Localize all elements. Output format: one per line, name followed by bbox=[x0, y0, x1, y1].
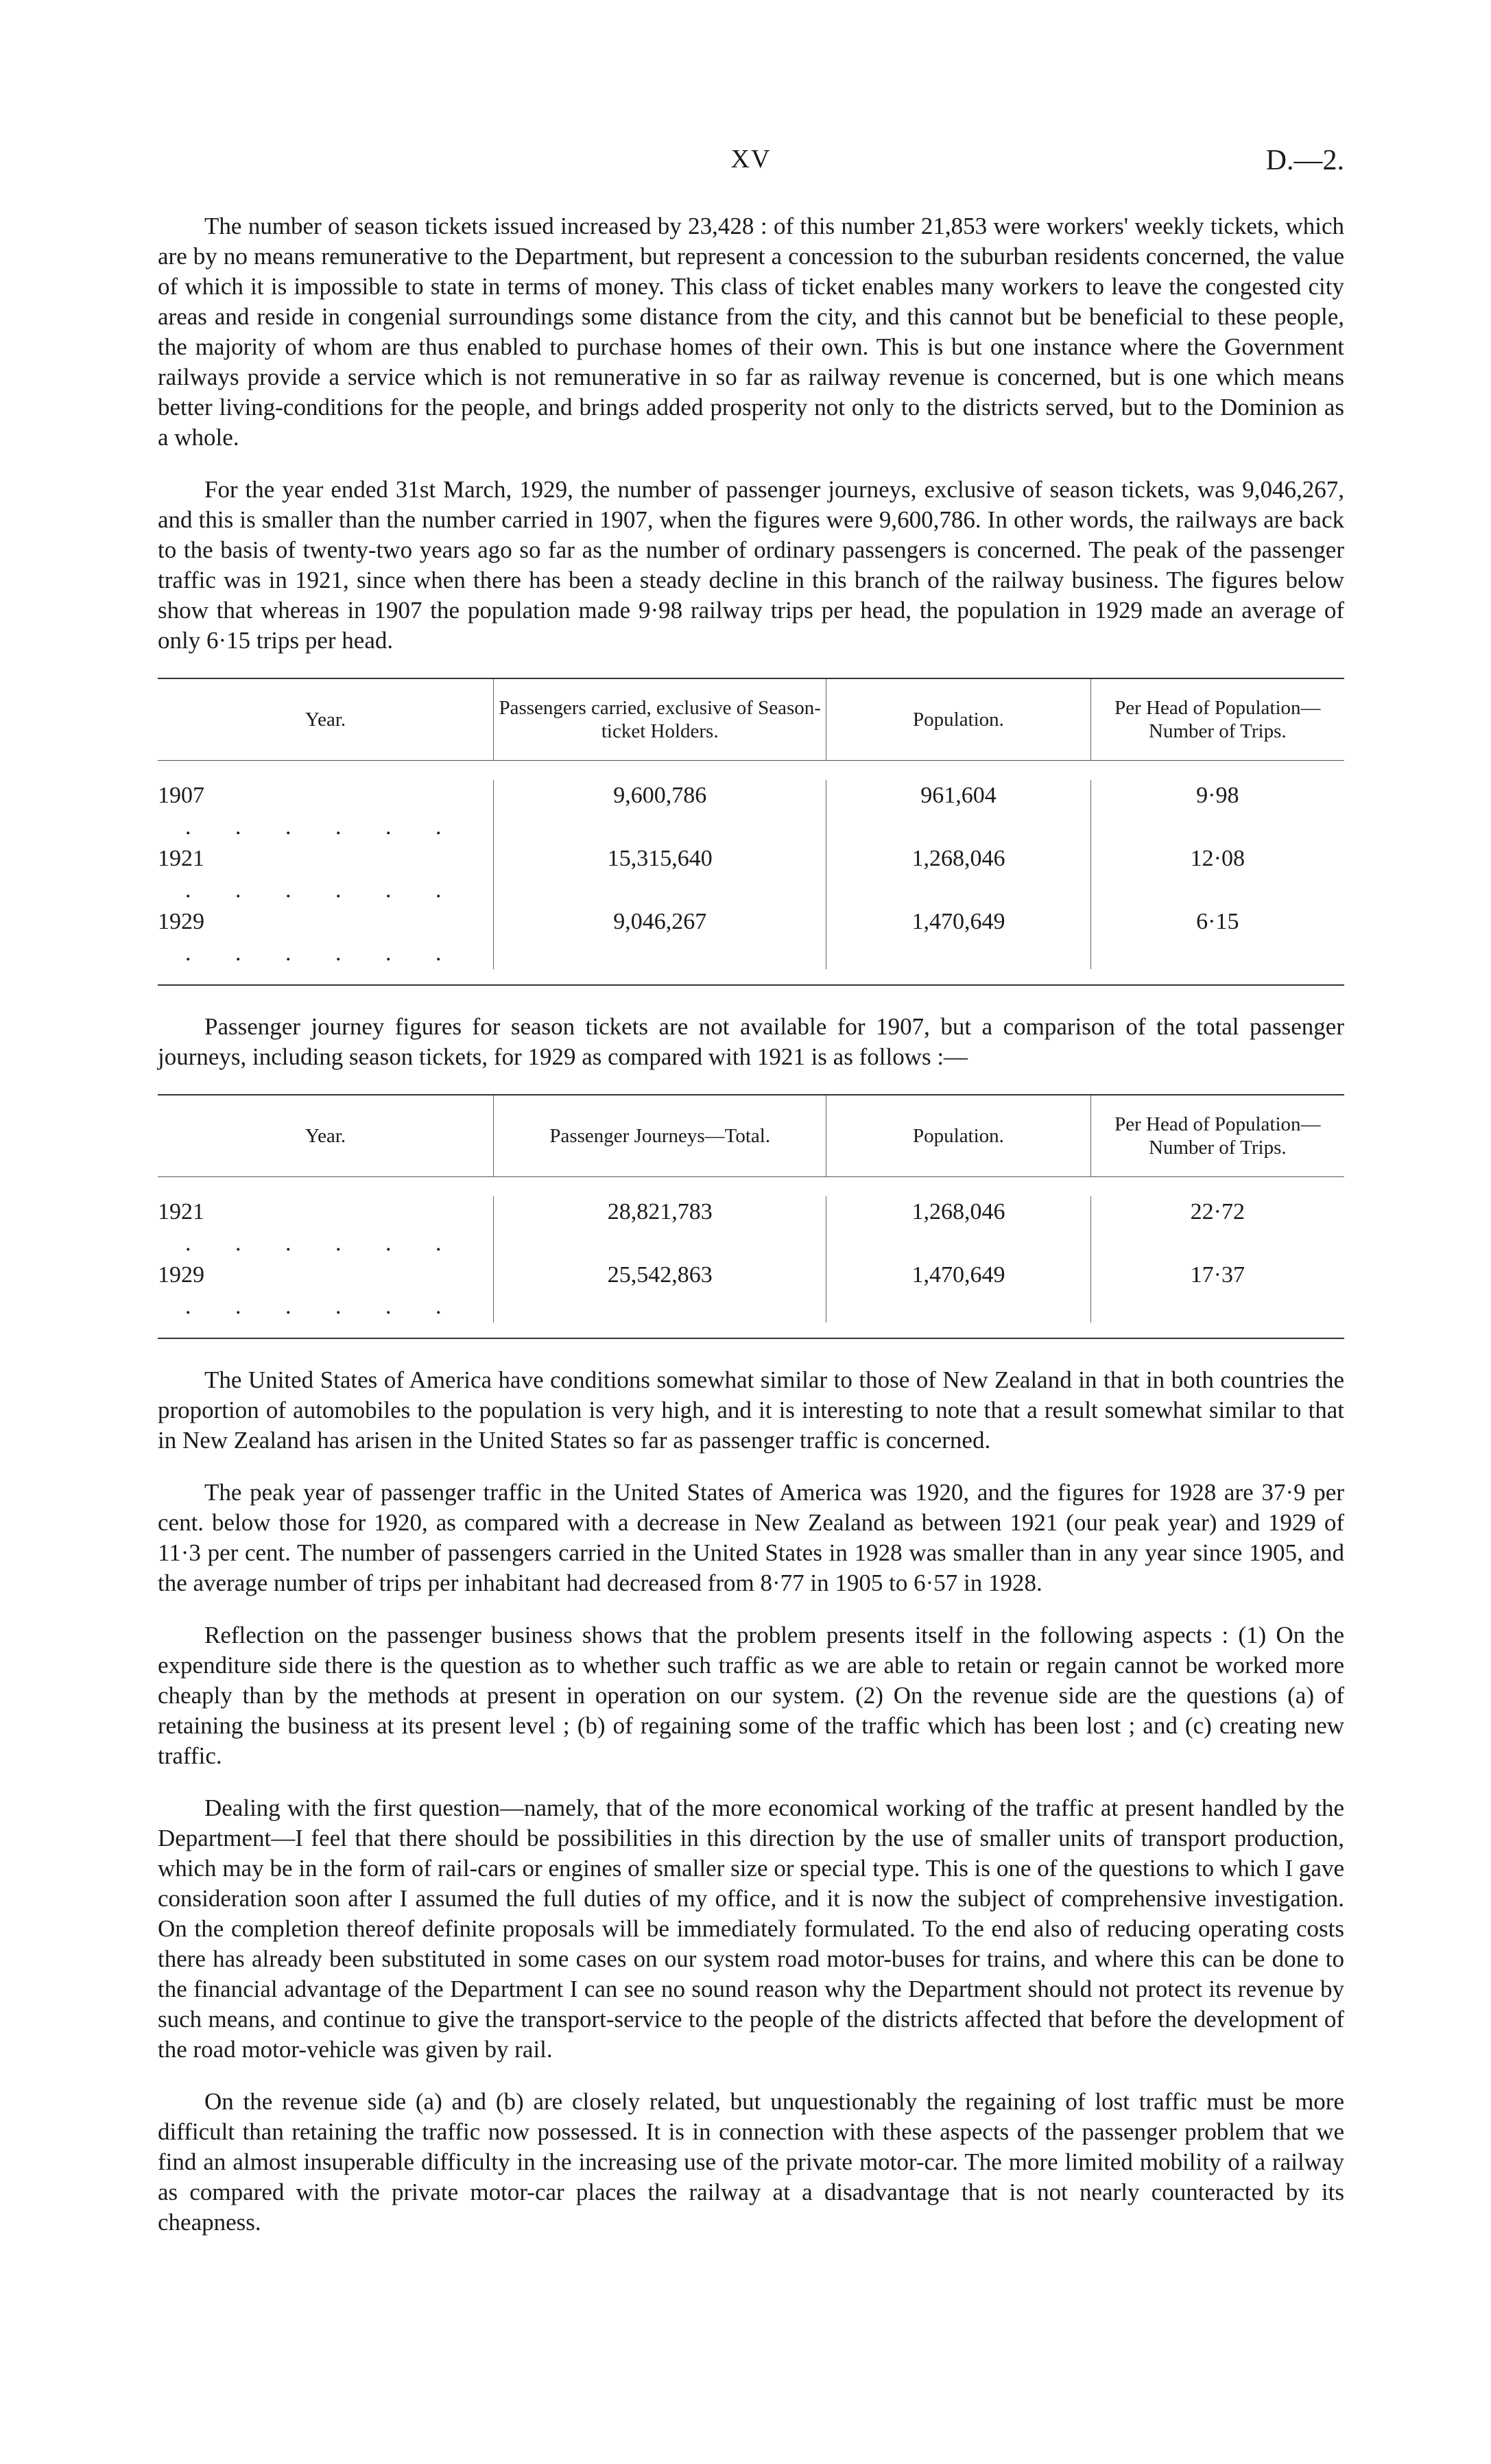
cell-trips: 6·15 bbox=[1090, 906, 1344, 969]
cell-passengers: 9,046,267 bbox=[493, 906, 826, 969]
table-body bbox=[158, 1177, 1344, 1338]
cell-journeys: 25,542,863 bbox=[493, 1259, 826, 1323]
paragraph-peak-year: The peak year of passenger traffic in the United States of America was 1920, and the figures for 1928 are 37·9 per cent. below those for 1920, as compared with a decrease in New Zealand as between 1921 (our peak year) and 1929 of 11·3 per cent. The number of passengers carried in the United States in 1928 was smaller than in any year since 1905, and the average number of trips per inhabitant had decreased from 8·77 in 1905 to 6·57 in 1928. bbox=[158, 1479, 1344, 1596]
header-trips-per-head: Per Head of Population— Number of Trips. bbox=[1090, 1095, 1344, 1176]
cell-population: 1,470,649 bbox=[826, 1259, 1090, 1323]
leader-dots: . . . . . . bbox=[185, 814, 461, 840]
header-population: Population. bbox=[826, 1095, 1090, 1176]
cell-year: 1929 bbox=[158, 909, 204, 934]
cell-passengers: 9,600,786 bbox=[493, 780, 826, 843]
cell-population: 961,604 bbox=[826, 780, 1090, 843]
cell-trips: 22·72 bbox=[1090, 1196, 1344, 1259]
table-header-row bbox=[158, 1095, 1344, 1176]
header-journeys-total: Passenger Journeys—Total. bbox=[493, 1095, 826, 1176]
header-year: Year. bbox=[305, 709, 346, 731]
leader-dots: . . . . . . bbox=[185, 940, 461, 966]
cell-population: 1,268,046 bbox=[826, 843, 1090, 906]
table-passengers-total bbox=[158, 1094, 1344, 1339]
cell-year: 1921 bbox=[158, 846, 204, 871]
document-reference: D.—2. bbox=[1265, 145, 1344, 176]
table-bottom-rule bbox=[158, 984, 1344, 986]
cell-year: 1907 bbox=[158, 783, 204, 808]
paragraph-united-states: The United States of America have conditions somewhat similar to those of New Zealand in that in both countries the proportion of automobiles to the population is very high, and it is interesting to note that a result somewhat similar to that in New Zealand has arisen in the United States so far as passenger traffic is concerned. bbox=[158, 1366, 1344, 1454]
cell-trips: 9·98 bbox=[1090, 780, 1344, 843]
cell-journeys: 28,821,783 bbox=[493, 1196, 826, 1259]
header-year: Year. bbox=[305, 1125, 346, 1147]
leader-dots: . . . . . . bbox=[185, 1294, 461, 1319]
table-row bbox=[158, 1196, 1344, 1259]
paragraph-season-tickets: The number of season tickets issued increased by 23,428 : of this number 21,853 were workers' weekly tickets, which are by no means remunerative to the Department, but represent a concession to the suburban residents concerned, the value of which it is impossible to state in terms of money. This class of ticket enables many workers to leave the congested city areas and reside in congenial surroundings some distance from the city, and this cannot but be beneficial to these people, the majority of whom are thus enabled to purchase homes of their own. This is but one instance where the Government railways provide a service which is not remunerative in so far as railway revenue is concerned, but is one which means better living-conditions for the people, and brings added prosperity not only to the districts served, but to the Dominion as a whole. bbox=[158, 213, 1344, 451]
page-header bbox=[158, 144, 1344, 185]
page-number: XV bbox=[730, 145, 772, 174]
header-passengers: Passengers carried, exclusive of Season-ticket Holders. bbox=[493, 679, 826, 760]
cell-population: 1,268,046 bbox=[826, 1196, 1090, 1259]
paragraph-season-comparison: Passenger journey figures for season tickets are not available for 1907, but a comparison of the total passenger journeys, including season tickets, for 1929 as compared with 1921 is as follows :— bbox=[158, 1013, 1344, 1070]
table-row bbox=[158, 780, 1344, 843]
leader-dots: . . . . . . bbox=[185, 877, 461, 903]
table-row bbox=[158, 843, 1344, 906]
table-row bbox=[158, 1259, 1344, 1323]
table-row bbox=[158, 906, 1344, 969]
cell-year: 1929 bbox=[158, 1262, 204, 1288]
leader-dots: . . . . . . bbox=[185, 1231, 461, 1256]
paragraph-reflection: Reflection on the passenger business shows that the problem presents itself in the following aspects : (1) On the expenditure side there is the question as to whether such traffic as we are able to retain or regain cannot be worked more cheaply than by the methods at present in operation on our system. (2) On the revenue side are the questions (a) of retaining the business at its present level ; (b) of regaining some of the traffic which has been lost ; and (c) creating new traffic. bbox=[158, 1622, 1344, 1769]
cell-passengers: 15,315,640 bbox=[493, 843, 826, 906]
header-trips-per-head: Per Head of Population— Number of Trips. bbox=[1090, 679, 1344, 760]
paragraph-revenue-side: On the revenue side (a) and (b) are closely related, but unquestionably the regaining of lost traffic must be more difficult than retaining the traffic now possessed. It is in connection with these aspects of the passenger problem that we find an almost insuperable difficulty in the increasing use of the private motor-car. The more limited mobility of a railway as compared with the private motor-car places the railway at a disadvantage that is not nearly counteracted by its cheapness. bbox=[158, 2088, 1344, 2236]
cell-trips: 17·37 bbox=[1090, 1259, 1344, 1323]
table-passengers-exclusive bbox=[158, 678, 1344, 986]
cell-trips: 12·08 bbox=[1090, 843, 1344, 906]
table-body bbox=[158, 761, 1344, 984]
cell-population: 1,470,649 bbox=[826, 906, 1090, 969]
paragraph-passenger-journeys: For the year ended 31st March, 1929, the number of passenger journeys, exclusive of season tickets, was 9,046,267, and this is smaller than the number carried in 1907, when the figures were 9,600,786. In other words, the railways are back to the basis of twenty-two years ago so far as the number of ordinary passengers is concerned. The peak of the passenger traffic was in 1921, since when there has been a steady decline in this branch of the railway business. The figures below show that whereas in 1907 the population made 9·98 railway trips per head, the population in 1929 made an average of only 6·15 trips per head. bbox=[158, 476, 1344, 654]
table-bottom-rule bbox=[158, 1338, 1344, 1339]
page-body bbox=[158, 211, 1344, 2260]
cell-year: 1921 bbox=[158, 1199, 204, 1224]
paragraph-first-question: Dealing with the first question—namely, that of the more economical working of the traffic at present handled by the Department—I feel that there should be possibilities in this direction by the use of smaller units of transport production, which may be in the form of rail-cars or engines of smaller size or special type. This is one of the questions to which I gave consideration soon after I assumed the full duties of my office, and it is now the subject of comprehensive investigation. On the completion thereof definite proposals will be immediately formulated. To the end also of reducing operating costs there has already been substituted in some cases on our system road motor-buses for trains, and where this can be done to the financial advantage of the Department I can see no sound reason why the Department should not protect its revenue by such means, and continue to give the transport-service to the people of the districts affected that before the development of the road motor-vehicle was given by rail. bbox=[158, 1794, 1344, 2063]
table-header-row bbox=[158, 679, 1344, 760]
header-population: Population. bbox=[826, 679, 1090, 760]
